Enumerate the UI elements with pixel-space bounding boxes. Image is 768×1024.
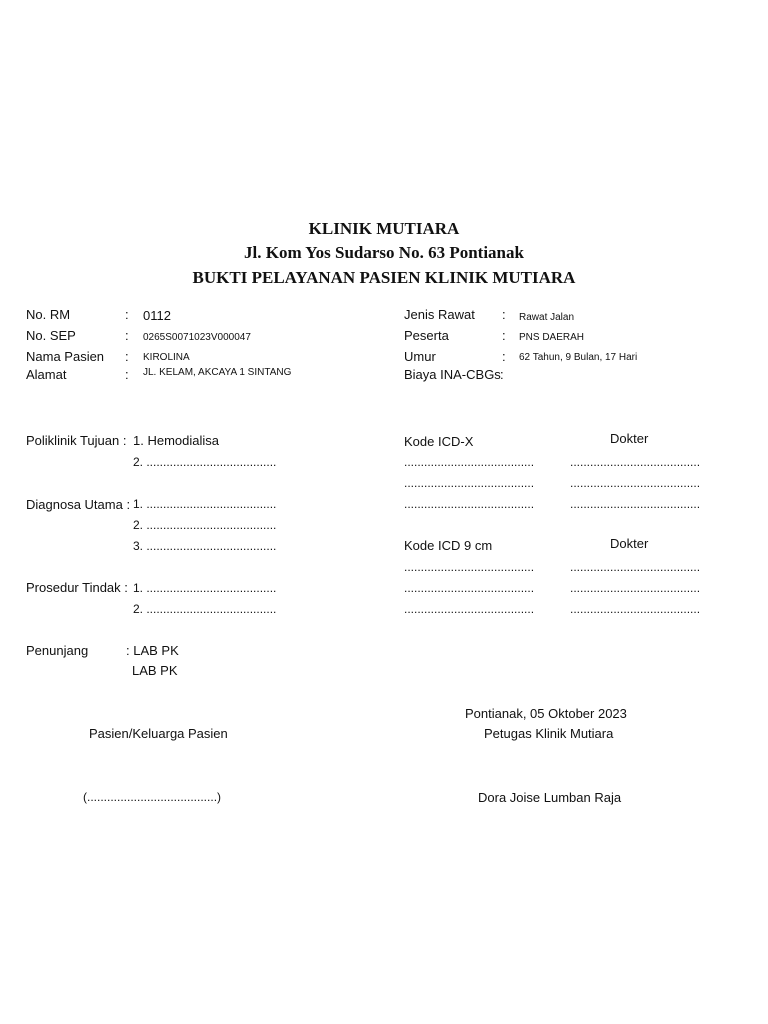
penunjang-item-1: : LAB PK [126, 643, 179, 658]
icdx-dokter-line-2: ....................................... [570, 476, 701, 490]
pasien-signature-line: (.......................................) [83, 790, 222, 804]
peserta-label: Peserta [404, 328, 449, 343]
nama-value: KIROLINA [143, 352, 190, 363]
alamat-colon: : [125, 367, 129, 382]
jenis-rawat-colon: : [502, 307, 506, 322]
poliklinik-item-2: 2. ....................................... [133, 455, 277, 469]
icdx-code-line-3: ....................................... [404, 497, 535, 511]
icdx-dokter-label: Dokter [610, 431, 649, 446]
icd9-dokter-label: Dokter [610, 536, 649, 551]
diagnosa-item-2: 2. ....................................... [133, 518, 277, 532]
icd9-dokter-line-3: ....................................... [570, 602, 701, 616]
prosedur-item-2: 2. ....................................... [133, 602, 277, 616]
penunjang-label: Penunjang [26, 643, 89, 658]
biaya-colon: : [500, 367, 504, 382]
icdx-code-line-2: ....................................... [404, 476, 535, 490]
prosedur-label: Prosedur Tindak : [26, 580, 128, 595]
nama-label: Nama Pasien [26, 349, 105, 364]
peserta-colon: : [502, 328, 506, 343]
jenis-rawat-label: Jenis Rawat [404, 307, 475, 322]
clinic-address: Jl. Kom Yos Sudarso No. 63 Pontianak [244, 243, 524, 262]
icd9-label: Kode ICD 9 cm [404, 538, 493, 553]
petugas-signature-label: Petugas Klinik Mutiara [484, 726, 614, 741]
diagnosa-item-3: 3. ....................................... [133, 539, 277, 553]
diagnosa-item-1: 1. ....................................... [133, 497, 277, 511]
icd9-code-line-3: ....................................... [404, 602, 535, 616]
umur-value: 62 Tahun, 9 Bulan, 17 Hari [519, 352, 638, 363]
rm-colon: : [125, 307, 129, 322]
jenis-rawat-value: Rawat Jalan [519, 312, 575, 323]
diagnosa-label: Diagnosa Utama : [26, 497, 131, 512]
peserta-value: PNS DAERAH [519, 332, 585, 343]
poliklinik-item-1: 1. Hemodialisa [133, 433, 219, 448]
icdx-code-line-1: ....................................... [404, 455, 535, 469]
sep-value: 0265S0071023V000047 [143, 332, 251, 343]
alamat-value: JL. KELAM, AKCAYA 1 SINTANG [143, 367, 292, 378]
pasien-signature-label: Pasien/Keluarga Pasien [89, 726, 228, 741]
petugas-name: Dora Joise Lumban Raja [478, 790, 622, 805]
clinic-name: KLINIK MUTIARA [308, 219, 460, 238]
sep-label: No. SEP [26, 328, 76, 343]
prosedur-item-1: 1. ....................................... [133, 581, 277, 595]
icd9-code-line-1: ....................................... [404, 560, 535, 574]
icdx-label: Kode ICD-X [404, 434, 474, 449]
icd9-code-line-2: ....................................... [404, 581, 535, 595]
nama-colon: : [125, 349, 129, 364]
umur-label: Umur [404, 349, 436, 364]
penunjang-item-2: LAB PK [132, 663, 178, 678]
icdx-dokter-line-1: ....................................... [570, 455, 701, 469]
icdx-dokter-line-3: ....................................... [570, 497, 701, 511]
alamat-label: Alamat [26, 367, 67, 382]
icd9-dokter-line-2: ....................................... [570, 581, 701, 595]
sep-colon: : [125, 328, 129, 343]
biaya-label: Biaya INA-CBGs [404, 367, 501, 382]
place-date: Pontianak, 05 Oktober 2023 [465, 706, 627, 721]
icd9-dokter-line-1: ....................................... [570, 560, 701, 574]
rm-value: 0112 [143, 308, 171, 323]
rm-label: No. RM [26, 307, 71, 322]
umur-colon: : [502, 349, 506, 364]
poliklinik-label: Poliklinik Tujuan : [26, 433, 127, 448]
document-title: BUKTI PELAYANAN PASIEN KLINIK MUTIARA [192, 268, 576, 287]
